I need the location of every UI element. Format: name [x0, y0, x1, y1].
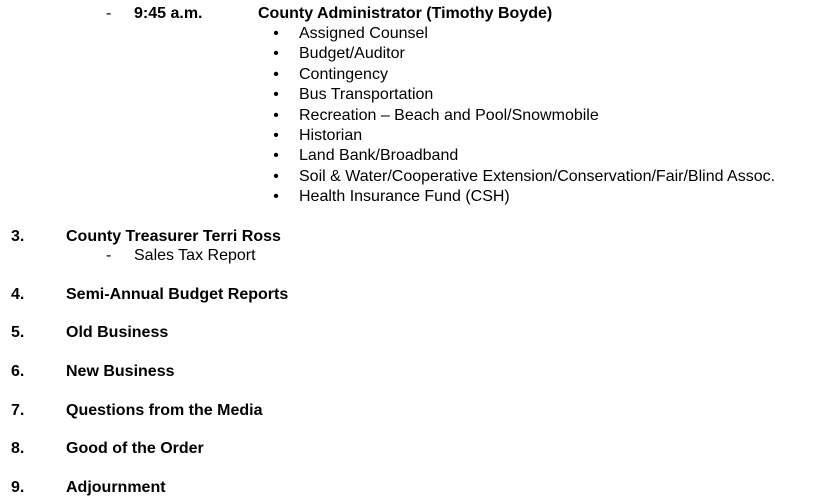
bullet-icon: • [273, 127, 279, 144]
agenda-item-title: Old Business [66, 324, 169, 341]
bullet-icon: • [273, 106, 279, 124]
session-item: Contingency [299, 65, 388, 83]
session-item: Assigned Counsel [299, 25, 428, 42]
session-item: Budget/Auditor [299, 45, 405, 63]
session-item: Land Bank/Broadband [299, 147, 459, 165]
agenda-item-title: County Treasurer Terri Ross [66, 228, 281, 245]
bullet-icon: • [273, 65, 279, 83]
session-item: Historian [299, 127, 363, 144]
bullet-icon: • [273, 25, 279, 42]
bullet-icon: • [273, 188, 279, 206]
agenda-item-number: 3. [11, 228, 25, 245]
agenda-item-number: 8. [11, 440, 25, 457]
agenda-item-number: 7. [11, 402, 25, 419]
bullet-icon: • [273, 147, 279, 165]
agenda-item-number: 9. [11, 479, 25, 496]
agenda-item-title: Semi-Annual Budget Reports [66, 286, 289, 303]
agenda-item-title: New Business [66, 363, 175, 380]
agenda-item-title: Good of the Order [66, 440, 204, 457]
agenda-item-number: 4. [11, 286, 25, 303]
agenda-item-number: 6. [11, 363, 25, 380]
session-dash: - [106, 5, 112, 22]
agenda-subitem: Sales Tax Report [134, 247, 256, 264]
session-item: Health Insurance Fund (CSH) [299, 188, 510, 206]
bullet-icon: • [273, 167, 279, 185]
agenda-item-number: 5. [11, 324, 25, 341]
session-title: County Administrator (Timothy Boyde) [258, 5, 553, 22]
session-item: Bus Transportation [299, 86, 434, 104]
agenda-item-title: Adjournment [66, 479, 166, 496]
agenda-subitem-dash: - [106, 247, 112, 264]
bullet-icon: • [273, 45, 279, 63]
session-item: Recreation – Beach and Pool/Snowmobile [299, 106, 599, 124]
session-item: Soil & Water/Cooperative Extension/Conservation/Fair/Blind Assoc. [299, 167, 776, 185]
agenda-item-title: Questions from the Media [66, 402, 263, 419]
bullet-icon: • [273, 86, 279, 104]
session-time: 9:45 a.m. [134, 5, 203, 22]
